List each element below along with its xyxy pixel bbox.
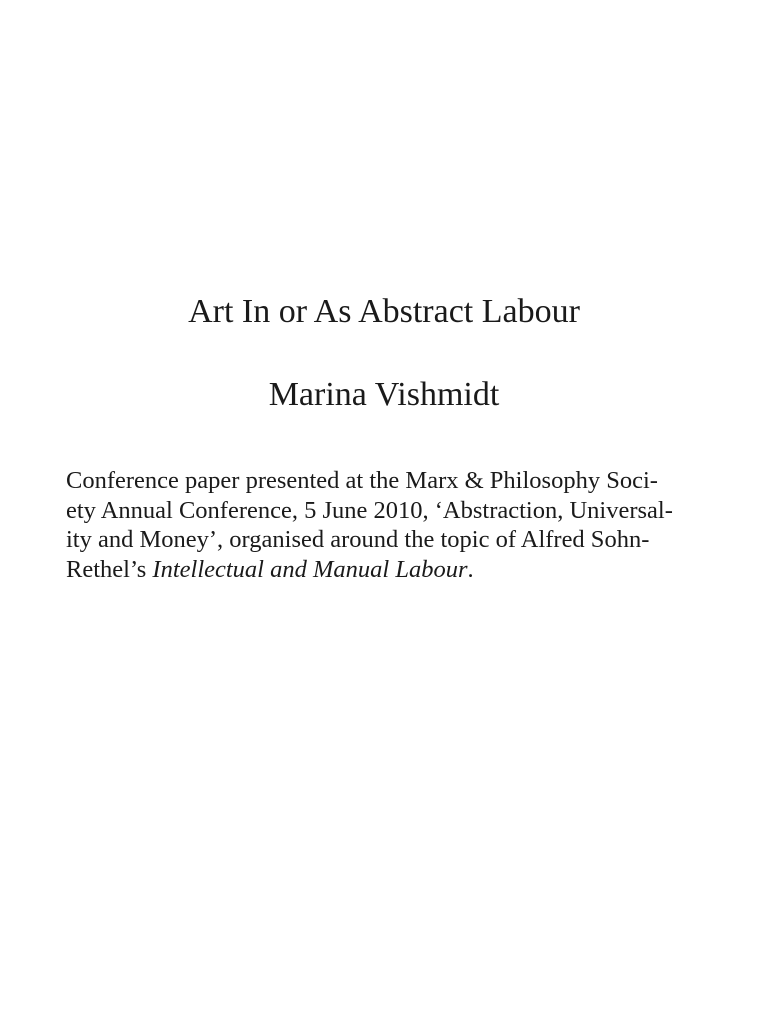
document-title: Art In or As Abstract Labour (188, 293, 580, 330)
conference-note (66, 466, 706, 584)
document-author: Marina Vishmidt (268, 376, 500, 413)
note-line-4 (66, 555, 706, 585)
note-line-3: ity and Money’, organised around the topic of Alfred Sohn- (66, 526, 650, 553)
note-line-4-suffix: . (467, 555, 474, 583)
note-line-2: ety Annual Conference, 5 June 2010, ‘Abstraction, Universal- (66, 496, 673, 524)
book-title: Intellectual and Manual Labour (152, 555, 468, 583)
note-line-1: Conference paper presented at the Marx & Philosophy Soci- (66, 467, 658, 494)
note-line-4-prefix: Rethel’s (66, 555, 153, 583)
